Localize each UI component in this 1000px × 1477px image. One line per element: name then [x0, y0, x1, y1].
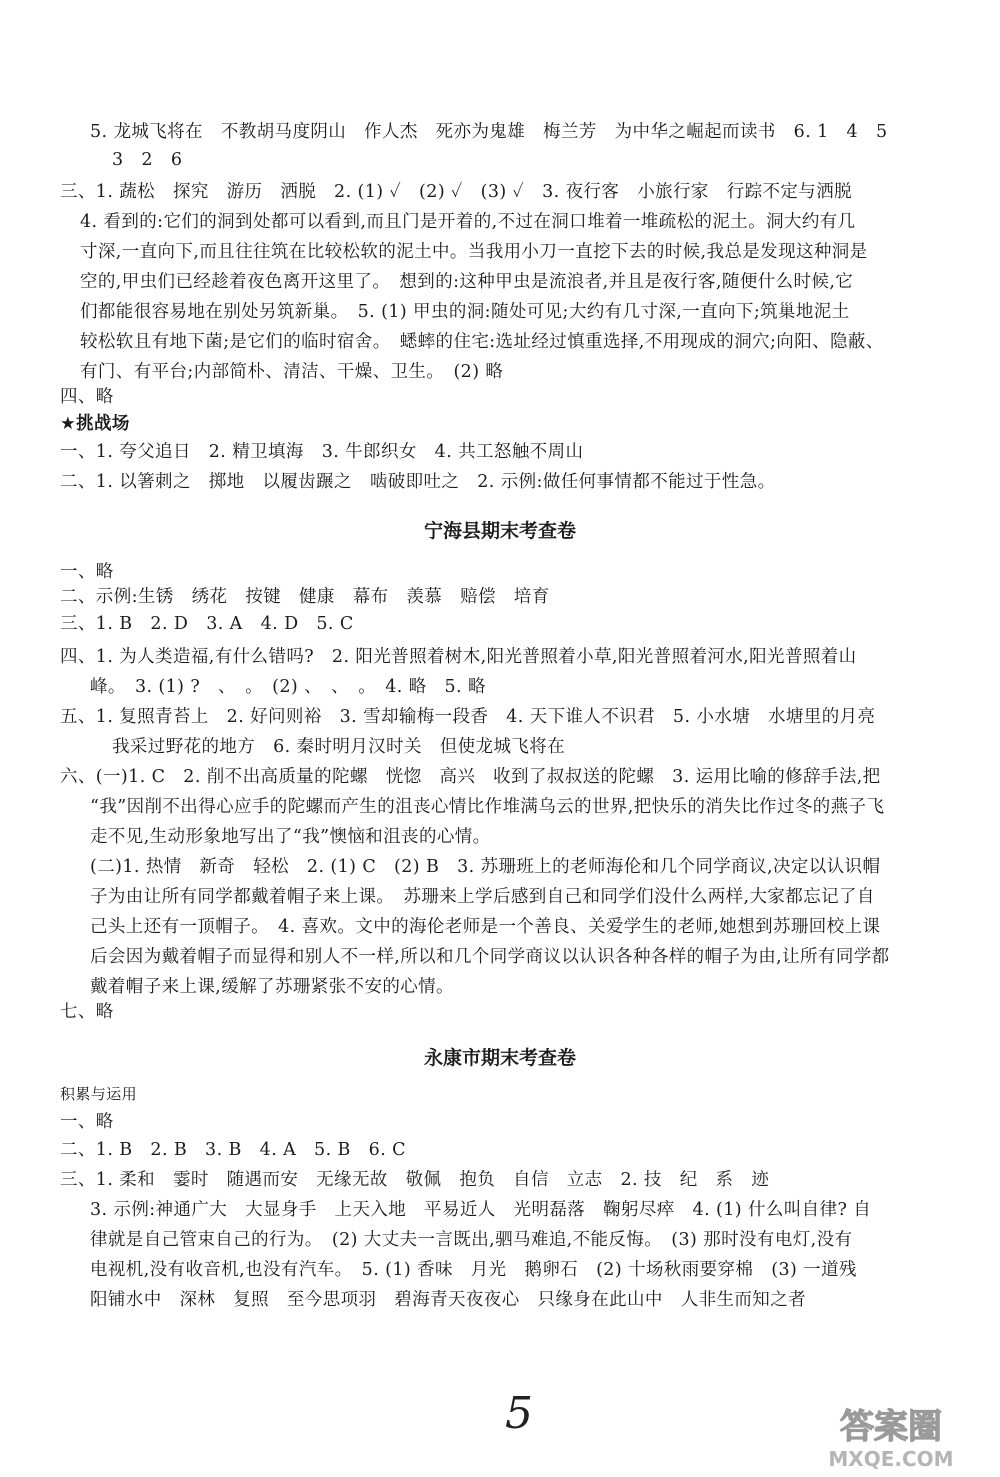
text-line: 戴着帽子来上课,缓解了苏珊紧张不安的心情。 — [90, 977, 454, 997]
text-line: 3 2 6 — [112, 150, 183, 170]
text-line: 四、1. 为人类造福,有什么错吗? 2. 阳光普照着树木,阳光普照着小草,阳光普照着河水,阳光普照着山 — [60, 647, 857, 667]
text-line: 七、略 — [60, 1002, 114, 1022]
text-line: 4. 看到的:它们的洞到处都可以看到,而且门是开着的,不过在洞口堆着一堆疏松的泥土。洞大约有几 — [80, 212, 856, 232]
text-line: 峰。 3. (1) ? 、 。 (2) 、 、 。 4. 略 5. 略 — [90, 677, 486, 697]
text-line: 阳铺水中 深林 复照 至今思项羽 碧海青天夜夜心 只缘身在此山中 人非生而知之者 — [90, 1290, 806, 1310]
text-line: 走不见,生动形象地写出了“我”懊恼和沮丧的心情。 — [90, 827, 491, 847]
text-line: 们都能很容易地在别处另筑新巢。 5. (1) 甲虫的洞:随处可见;大约有几寸深,一直向下;筑巢地泥土 — [80, 302, 850, 322]
text-line: “我”因削不出得心应手的陀螺而产生的沮丧心情比作堆满乌云的世界,把快乐的消失比作过冬的燕子飞 — [90, 797, 885, 817]
text-line: 二、1. B 2. B 3. B 4. A 5. B 6. C — [60, 1140, 406, 1160]
text-line: (二)1. 热情 新奇 轻松 2. (1) C (2) B 3. 苏珊班上的老师海伦和几个同学商议,决定以认识帽 — [90, 857, 881, 877]
subsection-label: 积累与运用 — [60, 1085, 138, 1103]
text-line: 寸深,一直向下,而且往往筑在比较松软的泥土中。当我用小刀一直挖下去的时候,我总是发现这种洞是 — [80, 242, 868, 262]
text-line: 四、略 — [60, 387, 114, 407]
section-heading: 宁海县期末考查卷 — [423, 520, 576, 542]
section-heading: 永康市期末考查卷 — [423, 1047, 576, 1069]
text-line: 一、略 — [60, 562, 114, 582]
text-line: 后会因为戴着帽子而显得和别人不一样,所以和几个同学商议以认识各种各样的帽子为由,让所有同学都 — [90, 947, 890, 967]
text-line: 3. 示例:神通广大 大显身手 上天入地 平易近人 光明磊落 鞠躬尽瘁 4. (1) 什么叫自律? 自 — [90, 1200, 872, 1220]
text-line: 一、略 — [60, 1112, 114, 1132]
text-line: 二、1. 以箸刺之 掷地 以履齿蹍之 啮破即吐之 2. 示例:做任何事情都不能过于性急。 — [60, 472, 776, 492]
section-label: ★挑战场 — [60, 414, 130, 434]
text-line: 二、示例:生锈 绣花 按键 健康 幕布 羡慕 赔偿 培育 — [60, 587, 550, 607]
text-line: 5. 龙城飞将在 不教胡马度阴山 作人杰 死亦为鬼雄 梅兰芳 为中华之崛起而读书 6. 1 4 5 — [90, 122, 888, 142]
text-line: 空的,甲虫们已经趁着夜色离开这里了。 想到的:这种甲虫是流浪者,并且是夜行客,随便什么时候,它 — [80, 272, 854, 292]
watermark-logo — [786, 1400, 996, 1472]
text-line: 子为由让所有同学都戴着帽子来上课。 苏珊来上学后感到自己和同学们没什么两样,大家都忘记了自 — [90, 887, 875, 907]
text-line: 较松软且有地下菌;是它们的临时宿舍。 蟋蟀的住宅:选址经过慎重选择,不用现成的洞穴;向阳、隐蔽、 — [80, 332, 884, 352]
text-line: 己头上还有一顶帽子。 4. 喜欢。文中的海伦老师是一个善良、关爱学生的老师,她想到苏珊回校上课 — [90, 917, 881, 937]
text-line: 六、(一)1. C 2. 削不出高质量的陀螺 恍惚 高兴 收到了叔叔送的陀螺 3. 运用比喻的修辞手法,把 — [60, 767, 881, 787]
text-line: 三、1. 柔和 霎时 随遇而安 无缘无故 敬佩 抱负 自信 立志 2. 技 纪 系 迹 — [60, 1170, 770, 1190]
text-line: 有门、有平台;内部简朴、清洁、干燥、卫生。 (2) 略 — [80, 362, 504, 382]
page-number: 5 — [505, 1388, 533, 1439]
text-line: 三、1. 蔬松 探究 游历 洒脱 2. (1) ✓ (2) ✓ (3) ✓ 3. 夜行客 小旅行家 行踪不定与洒脱 — [60, 182, 852, 202]
text-line: 电视机,没有收音机,也没有汽车。 5. (1) 香味 月光 鹅卵石 (2) 十场秋雨要穿棉 (3) 一道残 — [90, 1260, 857, 1280]
svg-text:答案圈: 答案圈 — [840, 1407, 942, 1447]
text-line: 五、1. 复照青苔上 2. 好问则裕 3. 雪却输梅一段香 4. 天下谁人不识君 5. 小水塘 水塘里的月亮 — [60, 707, 876, 727]
text-line: 三、1. B 2. D 3. A 4. D 5. C — [60, 614, 354, 634]
svg-text:MXQE.COM: MXQE.COM — [828, 1447, 954, 1471]
text-line: 我采过野花的地方 6. 秦时明月汉时关 但使龙城飞将在 — [112, 737, 566, 757]
text-line: 一、1. 夸父追日 2. 精卫填海 3. 牛郎织女 4. 共工怒触不周山 — [60, 442, 584, 462]
text-line: 律就是自己管束自己的行为。 (2) 大丈夫一言既出,驷马难追,不能反悔。 (3) 那时没有电灯,没有 — [90, 1230, 853, 1250]
